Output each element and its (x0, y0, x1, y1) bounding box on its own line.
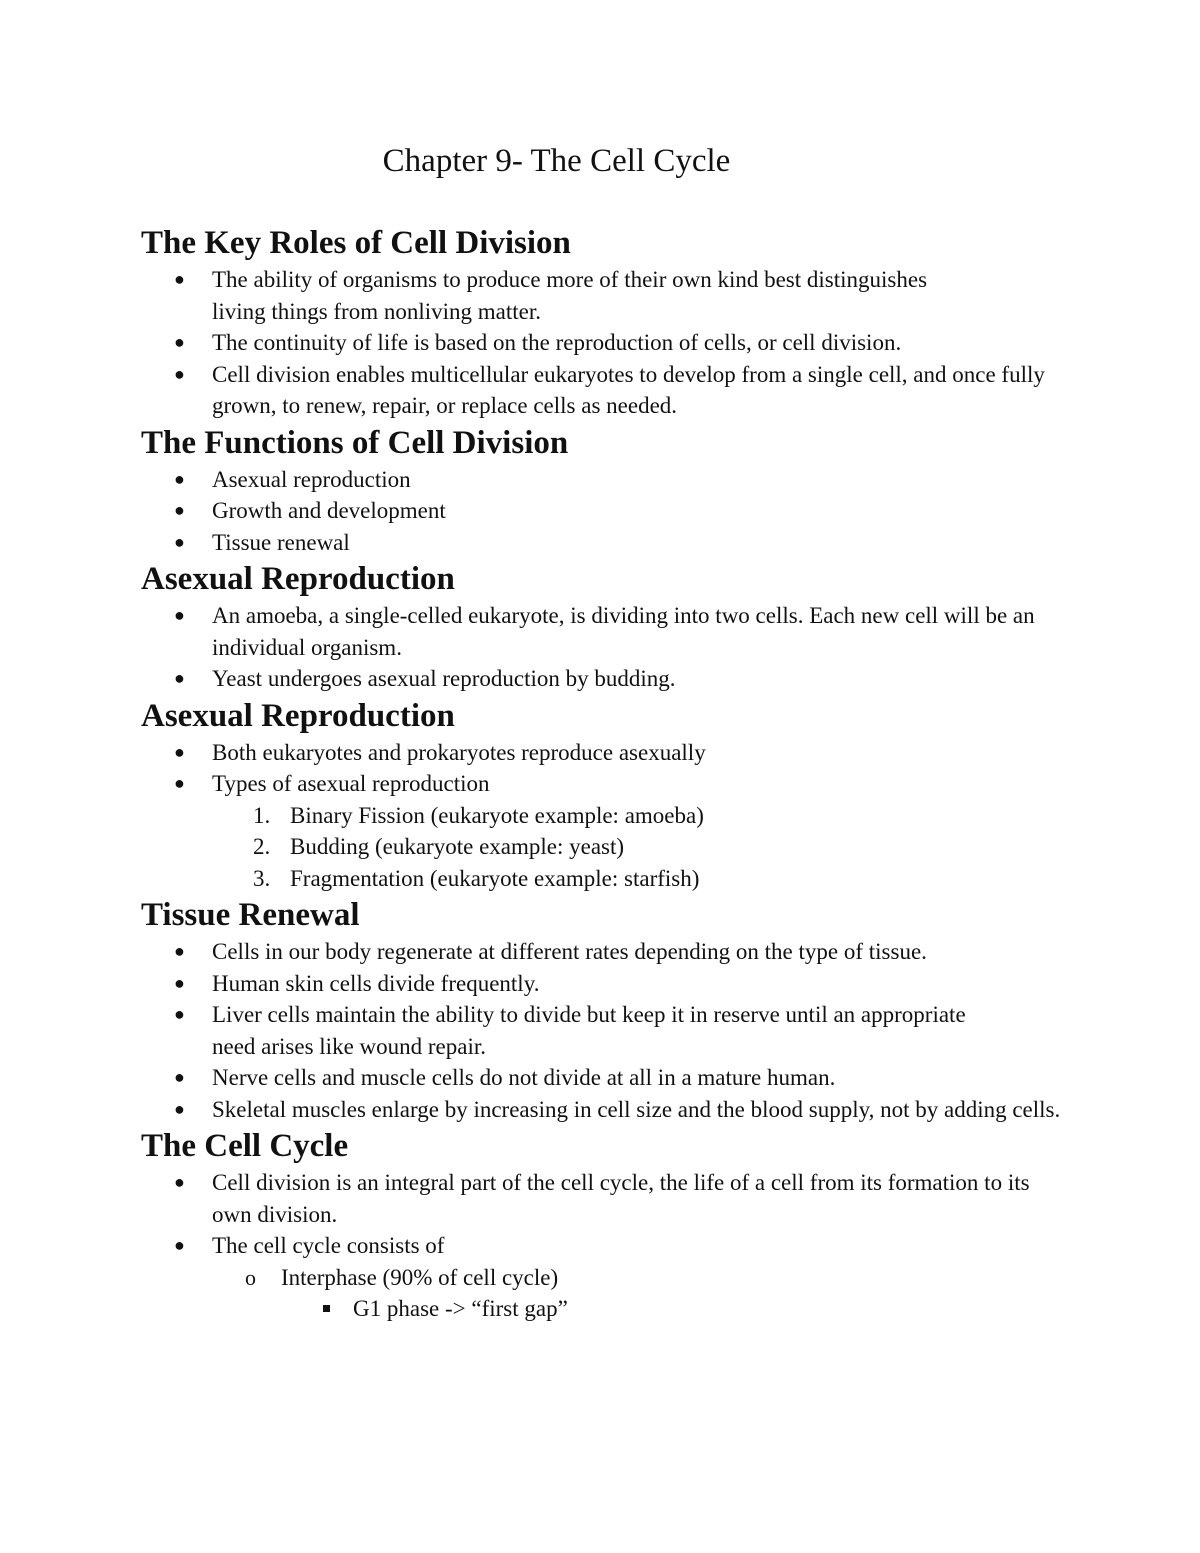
bullet-icon: ● (174, 1067, 185, 1087)
bullet-icon: ● (174, 773, 185, 793)
document-body (141, 222, 1161, 1325)
list-item: ● Types of asexual reproduction (141, 768, 1161, 800)
bullet-icon: ● (174, 468, 185, 489)
numbered-item: 2. Budding (eukaryote example: yeast) (253, 834, 625, 859)
list-item: ● Growth and development (141, 495, 1161, 527)
section-heading: The Functions of Cell Division (141, 424, 569, 461)
list-item: ● Liver cells maintain the ability to divide but keep it in reserve until an appropriate need arises like wound repair. (141, 999, 1161, 1062)
bullet-list (141, 737, 1161, 800)
bullet-list (141, 600, 1161, 695)
bullet-list (141, 264, 1161, 422)
sub-sub-list-item: G1 phase -> “first gap” (141, 1293, 1161, 1325)
section-heading: Asexual Reproduction (141, 561, 455, 597)
list-item: ● Cell division is an integral part of the cell cycle, the life of a cell from its formation to its own division. (141, 1167, 1161, 1230)
list-item: ● Human skin cells divide frequently. (141, 968, 1161, 1000)
list-item: ● Skeletal muscles enlarge by increasing in cell size and the blood supply, not by adding cells. (141, 1094, 1161, 1126)
section-heading: Asexual Reproduction (141, 697, 455, 734)
bullet-icon: ● (174, 1172, 185, 1192)
list-item: ● Cells in our body regenerate at different rates depending on the type of tissue. (141, 936, 1161, 968)
numbered-list (141, 800, 1161, 895)
bullet-icon: ● (174, 363, 185, 384)
list-item: ● An amoeba, a single-celled eukaryote, is dividing into two cells. Each new cell will be an individual organism. (141, 600, 1161, 663)
bullet-list (141, 464, 1161, 559)
square-bullet-icon (323, 1305, 330, 1312)
bullet-icon: ● (174, 1098, 185, 1119)
sub-bullet-list (141, 1262, 1161, 1294)
bullet-icon: ● (174, 668, 185, 688)
list-item: ● Both eukaryotes and prokaryotes reproduce asexually (141, 737, 1161, 769)
bullet-icon: ● (174, 741, 185, 762)
bullet-icon: ● (174, 1235, 185, 1255)
bullet-list (141, 1167, 1161, 1262)
section-heading: Tissue Renewal (141, 897, 360, 933)
bullet-icon: ● (174, 941, 185, 961)
bullet-list (141, 936, 1161, 1125)
bullet-icon: ● (174, 332, 185, 352)
numbered-item: 1. Binary Fission (eukaryote example: amoeba) (253, 802, 704, 828)
bullet-icon: ● (174, 269, 185, 289)
list-item: ● Nerve cells and muscle cells do not divide at all in a mature human. (141, 1062, 1161, 1094)
circle-bullet-icon: o (245, 1264, 256, 1290)
list-item: ● The continuity of life is based on the reproduction of cells, or cell division. (141, 327, 1161, 359)
page-title: Chapter 9- The Cell Cycle (382, 143, 731, 179)
list-item: ● Cell division enables multicellular eukaryotes to develop from a single cell, and once fully grown, to renew, repair, or replace cells as needed. (141, 359, 1161, 422)
bullet-icon: ● (174, 605, 185, 625)
list-item: ● The cell cycle consists of (141, 1230, 1161, 1262)
bullet-icon: ● (174, 1004, 185, 1024)
list-item: ● Tissue renewal (141, 527, 1161, 559)
list-item: ● Yeast undergoes asexual reproduction by budding. (141, 663, 1161, 695)
list-item: ● The ability of organisms to produce more of their own kind best distinguishes living things from nonliving matter. (141, 264, 1161, 327)
sub-list-item: o Interphase (90% of cell cycle) (141, 1262, 1161, 1294)
sub-sub-bullet-list (141, 1293, 1161, 1325)
bullet-icon: ● (174, 531, 185, 552)
numbered-item: 3. Fragmentation (eukaryote example: starfish) (253, 865, 700, 891)
list-item: ● Asexual reproduction (141, 464, 1161, 496)
section-heading: The Key Roles of Cell Division (141, 225, 571, 261)
bullet-icon: ● (174, 972, 185, 993)
bullet-icon: ● (174, 500, 185, 520)
section-heading: The Cell Cycle (141, 1128, 349, 1164)
